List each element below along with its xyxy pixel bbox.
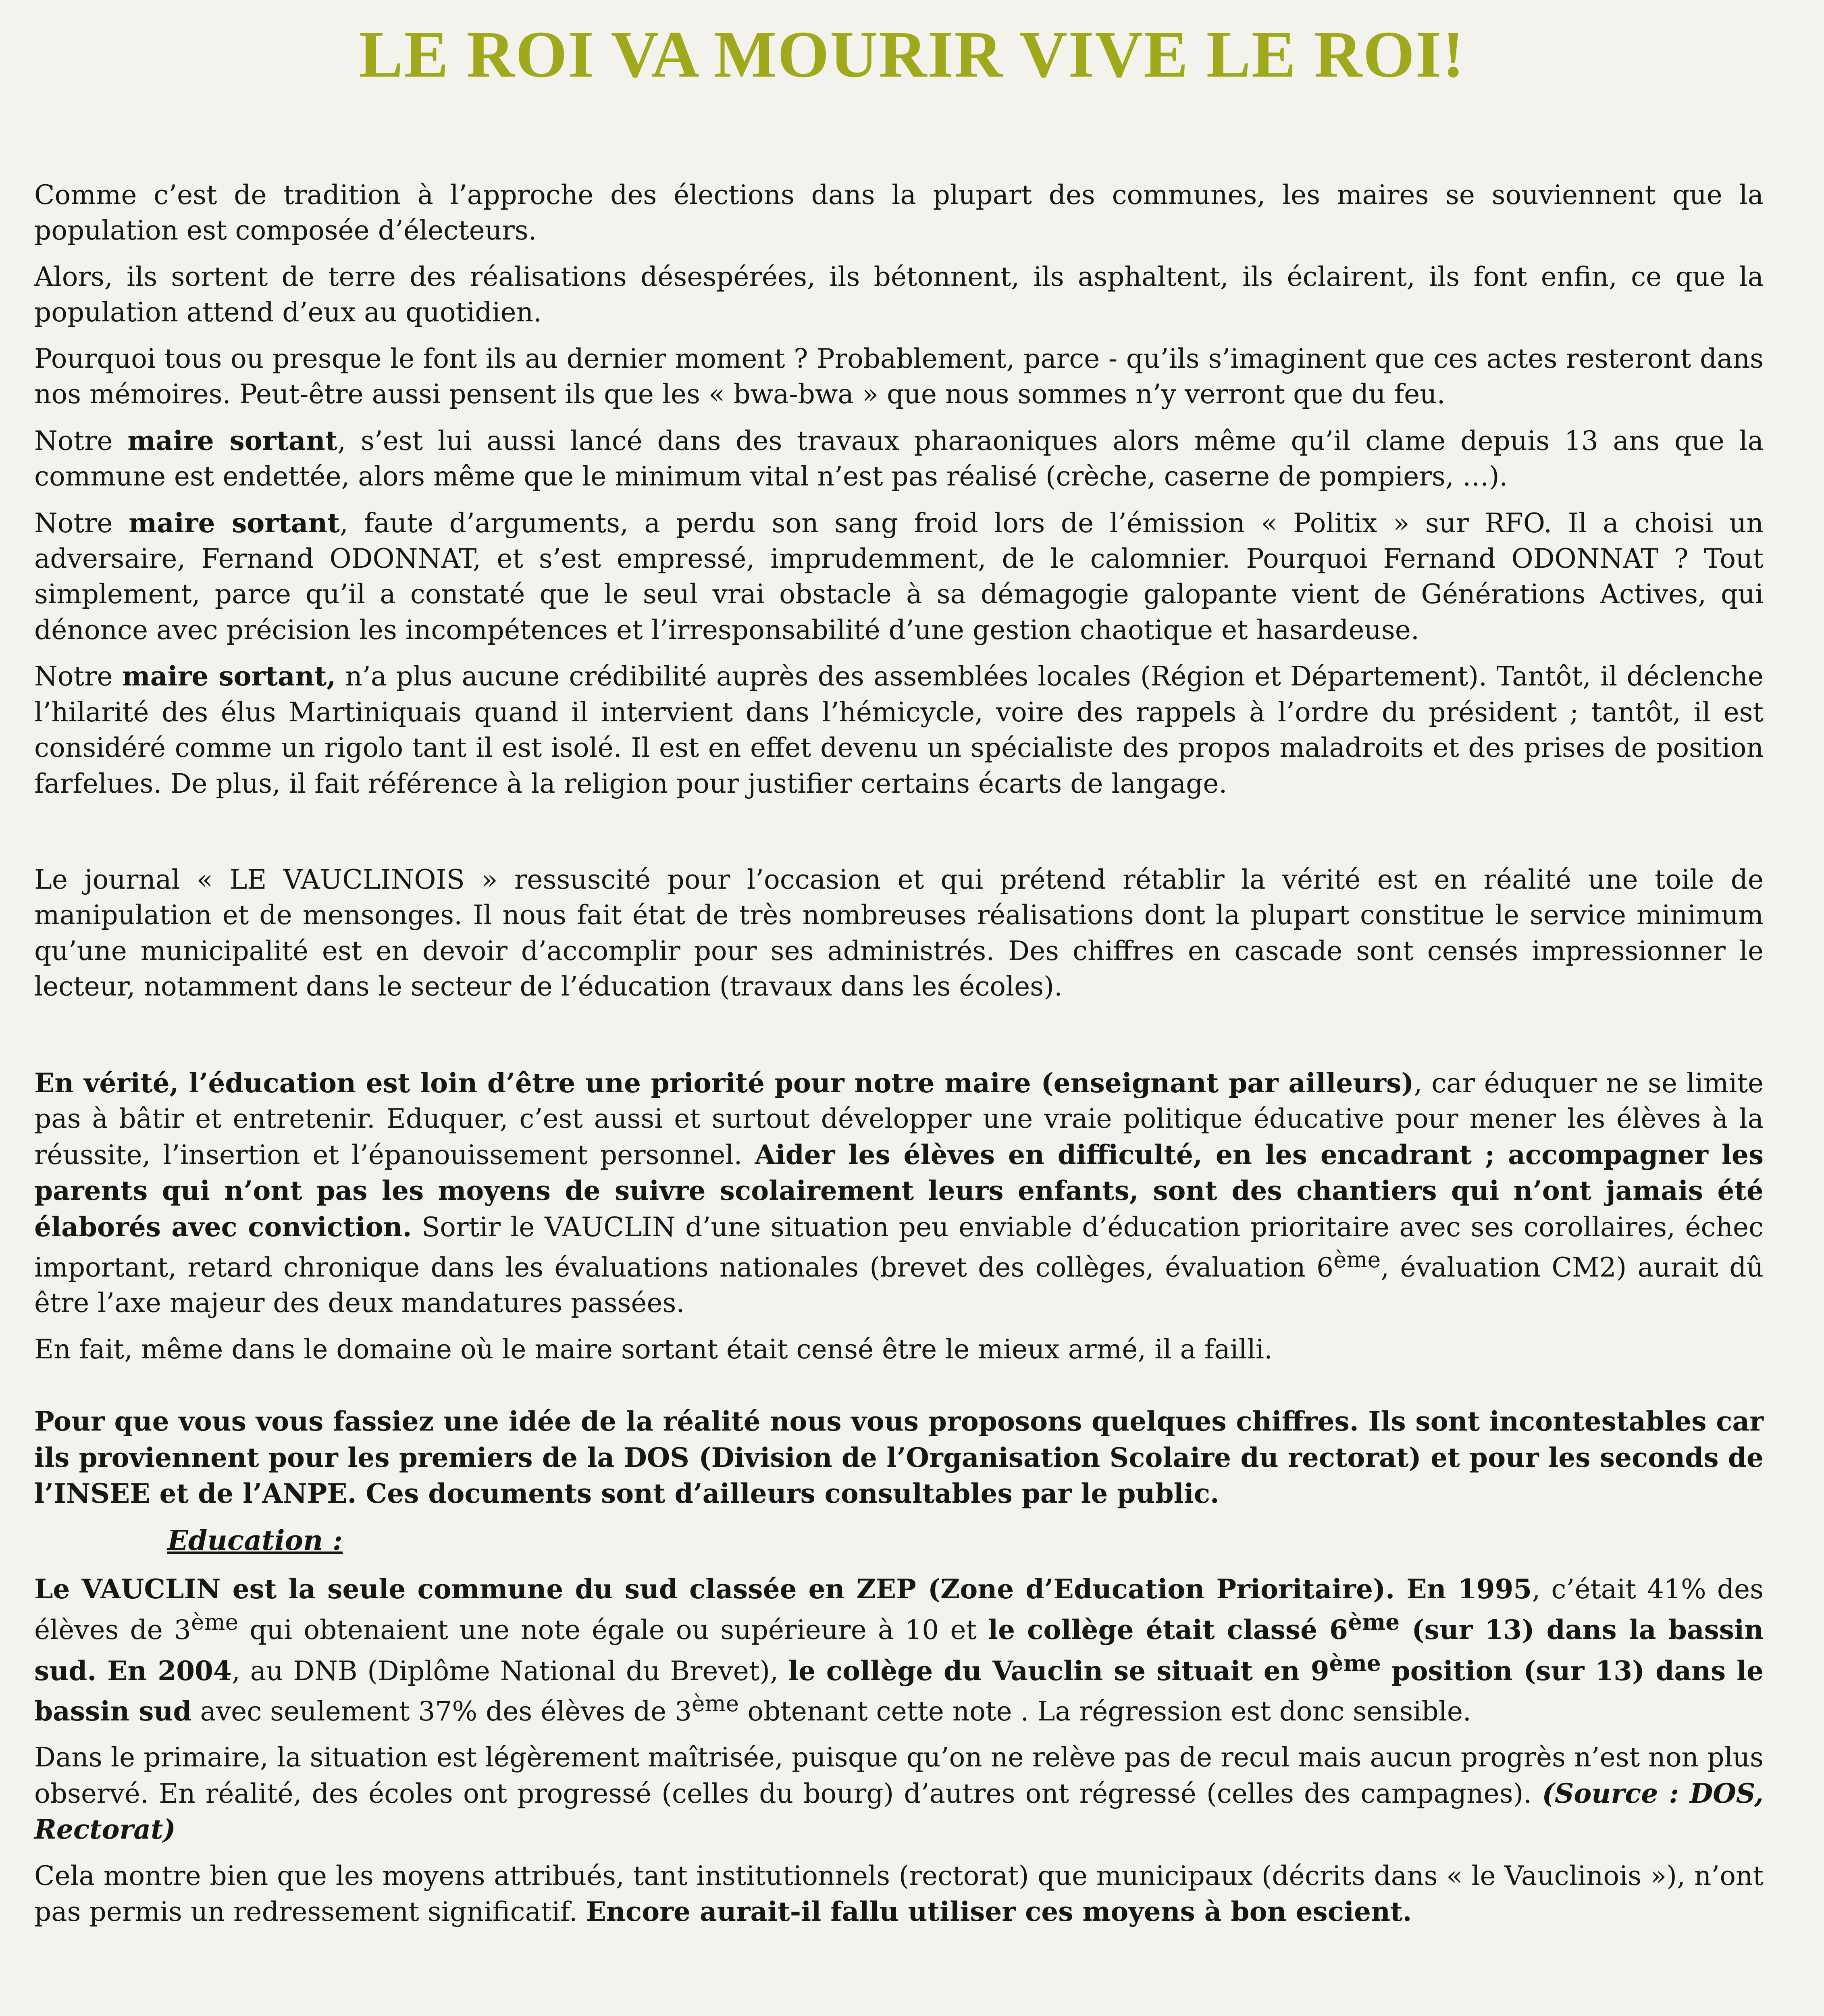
paragraph-education-verite (34, 1065, 1764, 1321)
text-run: , car éduquer ne se limite pas à bâtir et entretenir. Eduquer, c’est aussi et surtout développer une vraie politique éducative pour mener les élèves à la réussite, l’insertion et l’épanouissement personnel. (34, 1067, 1764, 1170)
superscript: ème (191, 1609, 239, 1635)
article-body (34, 177, 1764, 1941)
paragraph-primaire (34, 1740, 1764, 1847)
section-heading-education: Education : (167, 1524, 343, 1557)
bold-text: maire sortant (129, 507, 340, 539)
superscript: ème (1348, 1609, 1400, 1635)
superscript: ème (1329, 1649, 1381, 1676)
superscript: ème (1333, 1246, 1381, 1272)
superscript: ème (691, 1690, 739, 1716)
text-run: qui obtenaient une note égale ou supérieure à 10 et (238, 1614, 988, 1646)
text-run: , évaluation CM2) aurait dû être l’axe majeur des deux mandatures passées. (34, 1252, 1764, 1319)
source-citation: (Source : DOS, Rectorat) (34, 1777, 1764, 1845)
text-run: Dans le primaire, la situation est légèrement maîtrisée, puisque qu’on ne relève pas de recul mais aucun progrès n’est non plus observé. En réalité, des écoles ont progressé (celles du bourg) d’autres ont régressé (celles des campagnes). (34, 1742, 1764, 1809)
text-run: Sortir le VAUCLIN d’une situation peu enviable d’éducation prioritaire avec ses corollaires, échec important, retard chronique dans les évaluations nationales (brevet des collèges, évaluation 6 (34, 1211, 1764, 1283)
bold-text: (sur 13) dans la bassin sud. En 2004 (34, 1614, 1764, 1687)
bold-text: maire sortant (127, 425, 338, 456)
paragraph-vauclinois: Le journal « LE VAUCLINOIS » ressuscité pour l’occasion et qui prétend rétablir la vérité est en réalité une toile de manipulation et de mensonges. Il nous fait état de très nombreuses réalisations dont la plupart constitue le service minimum qu’une municipalité est en devoir d’accomplir pour ses administrés. Des chiffres en cascade sont censés impressionner le lecteur, notamment dans le secteur de l’éducation (travaux dans les écoles). (34, 864, 1764, 1002)
bold-text: Le VAUCLIN est la seule commune du sud classée en ZEP (Zone d’Education Prioritaire). En 1995 (34, 1573, 1532, 1605)
paragraph-zep (34, 1571, 1764, 1730)
bold-text: Encore aurait-il fallu utiliser ces moyens à bon escient. (586, 1896, 1412, 1928)
bold-text: Pour que vous vous fassiez une idée de la réalité nous vous proposons quelques chiffres. Ils sont incontestables car ils proviennent pour les premiers de la DOS (Division de l’Organisation Scolaire du rectorat) et pour les seconds de l’INSEE et de l’ANPE. Ces documents sont d’ailleurs consultables par le public. (34, 1406, 1764, 1510)
text-run: Notre (34, 507, 129, 539)
text-run: Cela montre bien que les moyens attribués, tant institutionnels (rectorat) que municipaux (décrits dans « le Vauclinois »), n’ont pas permis un redressement significatif. (34, 1860, 1764, 1928)
bold-text: maire sortant, (122, 660, 336, 692)
text-run: , c’était 41% des élèves de 3 (34, 1573, 1764, 1646)
text-run: obtenant cette note . La régression est donc sensible. (739, 1695, 1471, 1727)
bold-text: position (sur 13) dans le bassin sud (34, 1655, 1764, 1727)
bold-text: En vérité, l’éducation est loin d’être une priorité pour notre maire (enseignant par ailleurs) (34, 1067, 1414, 1099)
text-run: , faute d’arguments, a perdu son sang froid lors de l’émission « Politix » sur RFO. Il a choisi un adversaire, Fernand ODONNAT, et s’est empressé, imprudemment, de le calomnier. Pourquoi Fernand ODONNAT ? Tout simplement, parce qu’il a constaté que le seul vrai obstacle à sa démagogie galopante vient de Générations Actives, qui dénonce avec précision les incompétences et l’irresponsabilité d’une gestion chaotique et hasardeuse. (34, 507, 1764, 646)
text-run: n’a plus aucune crédibilité auprès des assemblées locales (Région et Département). Tantôt, il déclenche l’hilarité des élus Martiniquais quand il intervient dans l’hémicycle, voire des rappels à l’ordre du président ; tantôt, il est considéré comme un rigolo tant il est isolé. Il est en effet devenu un spécialiste des propos maladroits et des prises de position farfelues. De plus, il fait référence à la religion pour justifier certains écarts de langage. (34, 661, 1764, 799)
text-run: , s’est lui aussi lancé dans des travaux pharaoniques alors même qu’il clame depuis 13 ans que la commune est endettée, alors même que le minimum vital n’est pas réalisé (crèche, caserne de pompiers, …). (34, 425, 1764, 492)
text-run: Notre (34, 425, 128, 456)
page-title: LE ROI VA MOURIR VIVE LE ROI! (359, 17, 1465, 91)
paragraph-failli: En fait, même dans le domaine où le maire sortant était censé être le mieux armé, il a failli. (34, 1333, 1273, 1365)
paragraph-credibilite (34, 658, 1764, 802)
text-run: Notre (34, 661, 122, 692)
bold-text: Aider les élèves en difficulté, en les encadrant ; accompagner les parents qui n’ont pas les moyens de suivre scolairement leurs enfants, sont des chantiers qui n’ont jamais été élaborés avec conviction. (34, 1139, 1764, 1243)
paragraph-moyens (34, 1858, 1764, 1930)
paragraph-chiffres (34, 1404, 1764, 1512)
text-run: , au DNB (Diplôme National du Brevet), (231, 1655, 788, 1687)
text-run: avec seulement 37% des élèves de 3 (191, 1695, 692, 1727)
bold-text: le collège était classé 6 (988, 1614, 1348, 1646)
paragraph-travaux (34, 423, 1764, 495)
paragraph-politix (34, 505, 1764, 648)
paragraph-intro: Comme c’est de tradition à l’approche des élections dans la plupart des communes, les maires se souviennent que la population est composée d’électeurs. (34, 179, 1764, 246)
paragraph-realisations: Alors, ils sortent de terre des réalisations désespérées, ils bétonnent, ils asphaltent, ils éclairent, ils font enfin, ce que la population attend d’eux au quotidien. (34, 261, 1764, 328)
paragraph-pourquoi: Pourquoi tous ou presque le font ils au dernier moment ? Probablement, parce - qu’ils s’imaginent que ces actes resteront dans nos mémoires. Peut-être aussi pensent ils que les « bwa-bwa » que nous sommes n’y verront que du feu. (34, 343, 1764, 410)
bold-text: le collège du Vauclin se situait en 9 (788, 1655, 1329, 1687)
